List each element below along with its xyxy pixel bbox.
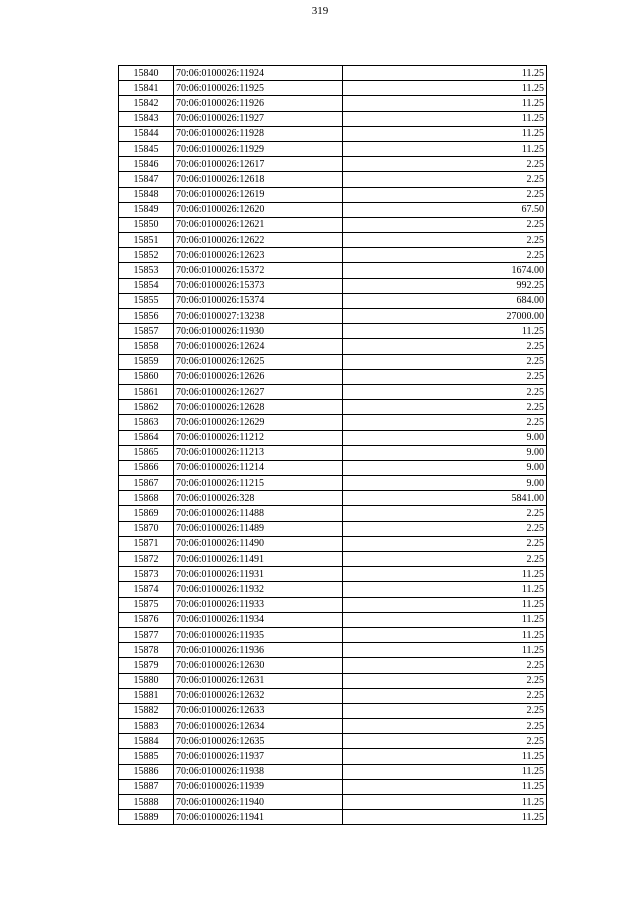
table-row xyxy=(119,400,547,415)
area-value-cell: 2.25 xyxy=(343,719,547,734)
area-value-cell: 2.25 xyxy=(343,369,547,384)
cadastral-number-cell: 70:06:0100026:12624 xyxy=(174,339,343,354)
cadastral-number-cell: 70:06:0100026:11215 xyxy=(174,476,343,491)
area-value-cell: 11.25 xyxy=(343,764,547,779)
row-number-cell: 15865 xyxy=(119,445,174,460)
table-row xyxy=(119,506,547,521)
row-number-cell: 15842 xyxy=(119,96,174,111)
cadastral-number-cell: 70:06:0100026:12635 xyxy=(174,734,343,749)
cadastral-number-cell: 70:06:0100026:12623 xyxy=(174,248,343,263)
row-number-cell: 15879 xyxy=(119,658,174,673)
table-row xyxy=(119,339,547,354)
table-row xyxy=(119,627,547,642)
cadastral-number-cell: 70:06:0100026:12634 xyxy=(174,719,343,734)
row-number-cell: 15884 xyxy=(119,734,174,749)
row-number-cell: 15883 xyxy=(119,719,174,734)
area-value-cell: 11.25 xyxy=(343,81,547,96)
cadastral-number-cell: 70:06:0100026:11491 xyxy=(174,552,343,567)
cadastral-number-cell: 70:06:0100026:15374 xyxy=(174,293,343,308)
area-value-cell: 2.25 xyxy=(343,688,547,703)
cadastral-number-cell: 70:06:0100026:12621 xyxy=(174,217,343,232)
row-number-cell: 15854 xyxy=(119,278,174,293)
row-number-cell: 15862 xyxy=(119,400,174,415)
cadastral-number-cell: 70:06:0100027:13238 xyxy=(174,309,343,324)
area-value-cell: 2.25 xyxy=(343,506,547,521)
cadastral-number-cell: 70:06:0100026:12633 xyxy=(174,703,343,718)
row-number-cell: 15873 xyxy=(119,567,174,582)
table-row xyxy=(119,66,547,81)
cadastral-number-cell: 70:06:0100026:12617 xyxy=(174,157,343,172)
table-row xyxy=(119,810,547,825)
area-value-cell: 2.25 xyxy=(343,157,547,172)
area-value-cell: 9.00 xyxy=(343,460,547,475)
row-number-cell: 15850 xyxy=(119,217,174,232)
cadastral-number-cell: 70:06:0100026:11927 xyxy=(174,111,343,126)
cadastral-number-cell: 70:06:0100026:11928 xyxy=(174,126,343,141)
area-value-cell: 2.25 xyxy=(343,187,547,202)
table-row xyxy=(119,309,547,324)
parcel-table xyxy=(118,65,547,825)
area-value-cell: 11.25 xyxy=(343,126,547,141)
table-body xyxy=(119,66,547,825)
table-row xyxy=(119,430,547,445)
row-number-cell: 15870 xyxy=(119,521,174,536)
table-row xyxy=(119,734,547,749)
cadastral-number-cell: 70:06:0100026:11939 xyxy=(174,779,343,794)
row-number-cell: 15857 xyxy=(119,324,174,339)
row-number-cell: 15858 xyxy=(119,339,174,354)
row-number-cell: 15874 xyxy=(119,582,174,597)
table-row xyxy=(119,779,547,794)
area-value-cell: 684.00 xyxy=(343,293,547,308)
row-number-cell: 15871 xyxy=(119,536,174,551)
table-row xyxy=(119,597,547,612)
row-number-cell: 15882 xyxy=(119,703,174,718)
area-value-cell: 2.25 xyxy=(343,415,547,430)
row-number-cell: 15877 xyxy=(119,627,174,642)
row-number-cell: 15844 xyxy=(119,126,174,141)
row-number-cell: 15872 xyxy=(119,552,174,567)
table-row xyxy=(119,567,547,582)
row-number-cell: 15859 xyxy=(119,354,174,369)
cadastral-number-cell: 70:06:0100026:11941 xyxy=(174,810,343,825)
row-number-cell: 15868 xyxy=(119,491,174,506)
row-number-cell: 15887 xyxy=(119,779,174,794)
cadastral-number-cell: 70:06:0100026:11934 xyxy=(174,612,343,627)
table-row xyxy=(119,460,547,475)
row-number-cell: 15840 xyxy=(119,66,174,81)
table-row xyxy=(119,658,547,673)
area-value-cell: 11.25 xyxy=(343,96,547,111)
area-value-cell: 11.25 xyxy=(343,111,547,126)
area-value-cell: 11.25 xyxy=(343,597,547,612)
table-row xyxy=(119,172,547,187)
area-value-cell: 11.25 xyxy=(343,324,547,339)
row-number-cell: 15867 xyxy=(119,476,174,491)
table-row xyxy=(119,96,547,111)
cadastral-number-cell: 70:06:0100026:11924 xyxy=(174,66,343,81)
table-row xyxy=(119,795,547,810)
row-number-cell: 15880 xyxy=(119,673,174,688)
cadastral-number-cell: 70:06:0100026:11933 xyxy=(174,597,343,612)
row-number-cell: 15878 xyxy=(119,643,174,658)
page-number: 319 xyxy=(311,5,329,17)
row-number-cell: 15843 xyxy=(119,111,174,126)
area-value-cell: 2.25 xyxy=(343,339,547,354)
row-number-cell: 15847 xyxy=(119,172,174,187)
cadastral-number-cell: 70:06:0100026:11214 xyxy=(174,460,343,475)
table-row xyxy=(119,248,547,263)
table-row xyxy=(119,263,547,278)
area-value-cell: 2.25 xyxy=(343,734,547,749)
table-row xyxy=(119,688,547,703)
cadastral-number-cell: 70:06:0100026:12632 xyxy=(174,688,343,703)
cadastral-number-cell: 70:06:0100026:11930 xyxy=(174,324,343,339)
cadastral-number-cell: 70:06:0100026:11490 xyxy=(174,536,343,551)
area-value-cell: 9.00 xyxy=(343,445,547,460)
table-row xyxy=(119,612,547,627)
row-number-cell: 15869 xyxy=(119,506,174,521)
cadastral-number-cell: 70:06:0100026:328 xyxy=(174,491,343,506)
table-row xyxy=(119,278,547,293)
area-value-cell: 11.25 xyxy=(343,810,547,825)
cadastral-number-cell: 70:06:0100026:12626 xyxy=(174,369,343,384)
table-row xyxy=(119,202,547,217)
table-row xyxy=(119,445,547,460)
table-row xyxy=(119,157,547,172)
cadastral-number-cell: 70:06:0100026:11931 xyxy=(174,567,343,582)
row-number-cell: 15889 xyxy=(119,810,174,825)
table-row xyxy=(119,187,547,202)
table-row xyxy=(119,81,547,96)
cadastral-number-cell: 70:06:0100026:15372 xyxy=(174,263,343,278)
row-number-cell: 15841 xyxy=(119,81,174,96)
table-row xyxy=(119,233,547,248)
row-number-cell: 15851 xyxy=(119,233,174,248)
table-row xyxy=(119,141,547,156)
cadastral-number-cell: 70:06:0100026:12619 xyxy=(174,187,343,202)
row-number-cell: 15852 xyxy=(119,248,174,263)
cadastral-number-cell: 70:06:0100026:11212 xyxy=(174,430,343,445)
table-row xyxy=(119,491,547,506)
table-row xyxy=(119,111,547,126)
area-value-cell: 2.25 xyxy=(343,400,547,415)
area-value-cell: 2.25 xyxy=(343,354,547,369)
table-row xyxy=(119,293,547,308)
area-value-cell: 2.25 xyxy=(343,703,547,718)
area-value-cell: 9.00 xyxy=(343,476,547,491)
area-value-cell: 2.25 xyxy=(343,384,547,399)
cadastral-number-cell: 70:06:0100026:11936 xyxy=(174,643,343,658)
cadastral-number-cell: 70:06:0100026:15373 xyxy=(174,278,343,293)
cadastral-number-cell: 70:06:0100026:11938 xyxy=(174,764,343,779)
row-number-cell: 15848 xyxy=(119,187,174,202)
area-value-cell: 2.25 xyxy=(343,536,547,551)
cadastral-number-cell: 70:06:0100026:12627 xyxy=(174,384,343,399)
row-number-cell: 15866 xyxy=(119,460,174,475)
row-number-cell: 15864 xyxy=(119,430,174,445)
table-row xyxy=(119,643,547,658)
area-value-cell: 2.25 xyxy=(343,552,547,567)
area-value-cell: 992.25 xyxy=(343,278,547,293)
area-value-cell: 2.25 xyxy=(343,233,547,248)
area-value-cell: 2.25 xyxy=(343,673,547,688)
cadastral-number-cell: 70:06:0100026:12628 xyxy=(174,400,343,415)
cadastral-number-cell: 70:06:0100026:12620 xyxy=(174,202,343,217)
cadastral-number-cell: 70:06:0100026:12622 xyxy=(174,233,343,248)
area-value-cell: 11.25 xyxy=(343,779,547,794)
table-row xyxy=(119,324,547,339)
area-value-cell: 11.25 xyxy=(343,612,547,627)
area-value-cell: 11.25 xyxy=(343,141,547,156)
table-row xyxy=(119,415,547,430)
cadastral-number-cell: 70:06:0100026:11932 xyxy=(174,582,343,597)
cadastral-number-cell: 70:06:0100026:12625 xyxy=(174,354,343,369)
row-number-cell: 15856 xyxy=(119,309,174,324)
table-row xyxy=(119,354,547,369)
area-value-cell: 11.25 xyxy=(343,643,547,658)
cadastral-number-cell: 70:06:0100026:11488 xyxy=(174,506,343,521)
cadastral-number-cell: 70:06:0100026:11929 xyxy=(174,141,343,156)
area-value-cell: 2.25 xyxy=(343,172,547,187)
area-value-cell: 11.25 xyxy=(343,582,547,597)
row-number-cell: 15875 xyxy=(119,597,174,612)
area-value-cell: 11.25 xyxy=(343,627,547,642)
table-row xyxy=(119,764,547,779)
area-value-cell: 11.25 xyxy=(343,66,547,81)
row-number-cell: 15845 xyxy=(119,141,174,156)
row-number-cell: 15849 xyxy=(119,202,174,217)
area-value-cell: 27000.00 xyxy=(343,309,547,324)
table-row xyxy=(119,384,547,399)
cadastral-number-cell: 70:06:0100026:11925 xyxy=(174,81,343,96)
cadastral-number-cell: 70:06:0100026:11213 xyxy=(174,445,343,460)
row-number-cell: 15861 xyxy=(119,384,174,399)
cadastral-number-cell: 70:06:0100026:12631 xyxy=(174,673,343,688)
row-number-cell: 15876 xyxy=(119,612,174,627)
area-value-cell: 9.00 xyxy=(343,430,547,445)
row-number-cell: 15886 xyxy=(119,764,174,779)
table-row xyxy=(119,582,547,597)
row-number-cell: 15881 xyxy=(119,688,174,703)
row-number-cell: 15888 xyxy=(119,795,174,810)
area-value-cell: 11.25 xyxy=(343,749,547,764)
table-row xyxy=(119,126,547,141)
table-row xyxy=(119,703,547,718)
row-number-cell: 15853 xyxy=(119,263,174,278)
row-number-cell: 15846 xyxy=(119,157,174,172)
area-value-cell: 11.25 xyxy=(343,567,547,582)
table-row xyxy=(119,217,547,232)
area-value-cell: 2.25 xyxy=(343,217,547,232)
table-row xyxy=(119,476,547,491)
table-row xyxy=(119,673,547,688)
cadastral-number-cell: 70:06:0100026:11489 xyxy=(174,521,343,536)
table-row xyxy=(119,536,547,551)
row-number-cell: 15885 xyxy=(119,749,174,764)
cadastral-number-cell: 70:06:0100026:11937 xyxy=(174,749,343,764)
area-value-cell: 1674.00 xyxy=(343,263,547,278)
table-row xyxy=(119,369,547,384)
table-row xyxy=(119,552,547,567)
cadastral-number-cell: 70:06:0100026:12629 xyxy=(174,415,343,430)
area-value-cell: 11.25 xyxy=(343,795,547,810)
cadastral-number-cell: 70:06:0100026:11940 xyxy=(174,795,343,810)
area-value-cell: 2.25 xyxy=(343,248,547,263)
table-row xyxy=(119,521,547,536)
row-number-cell: 15863 xyxy=(119,415,174,430)
area-value-cell: 2.25 xyxy=(343,521,547,536)
row-number-cell: 15855 xyxy=(119,293,174,308)
cadastral-number-cell: 70:06:0100026:12630 xyxy=(174,658,343,673)
table-row xyxy=(119,719,547,734)
row-number-cell: 15860 xyxy=(119,369,174,384)
table-row xyxy=(119,749,547,764)
area-value-cell: 5841.00 xyxy=(343,491,547,506)
cadastral-number-cell: 70:06:0100026:12618 xyxy=(174,172,343,187)
cadastral-number-cell: 70:06:0100026:11935 xyxy=(174,627,343,642)
area-value-cell: 67.50 xyxy=(343,202,547,217)
area-value-cell: 2.25 xyxy=(343,658,547,673)
cadastral-number-cell: 70:06:0100026:11926 xyxy=(174,96,343,111)
